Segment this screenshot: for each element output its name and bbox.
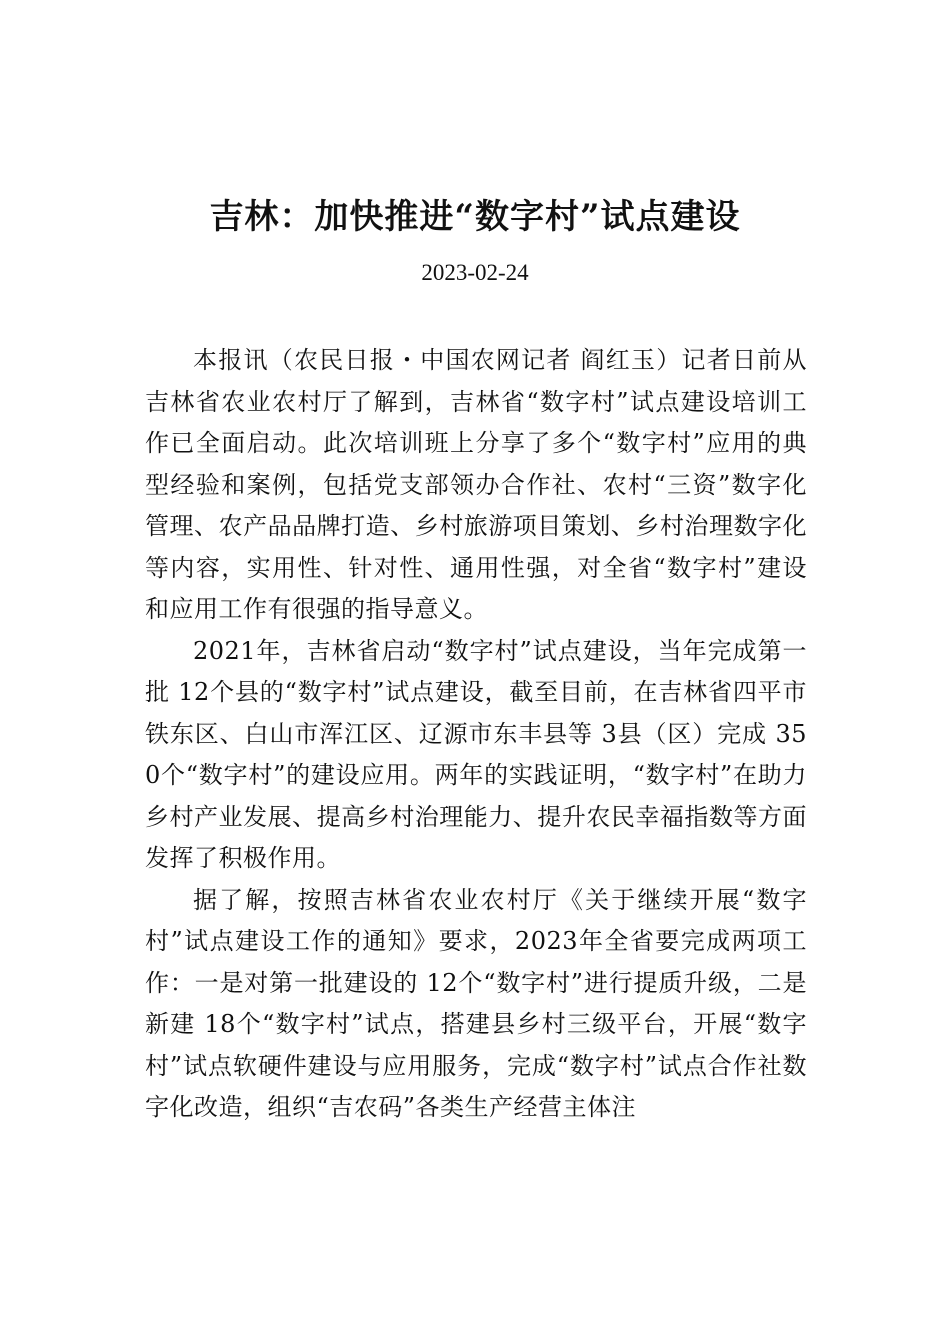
article-title: 吉林：加快推进“数字村”试点建设 <box>209 197 741 237</box>
article-date: 2023-02-24 <box>421 260 529 285</box>
paragraph-2: 2021年，吉林省启动“数字村”试点建设，当年完成第一批 12个县的“数字村”试点建设，截至目前，在吉林省四平市铁东区、白山市浑江区、辽源市东丰县等 3县（区）完成 350个“数字村”的建设应用。两年的实践证明，“数字村”在助力乡村产业发展、提高乡村治理能力、提升农民幸福指数等方面发挥了积极作用。 <box>145 636 807 872</box>
paragraph-3: 据了解，按照吉林省农业农村厅《关于继续开展“数字村”试点建设工作的通知》要求，2023年全省要完成两项工作：一是对第一批建设的 12个“数字村”进行提质升级，二是新建 18个“数字村”试点，搭建县乡村三级平台，开展“数字村”试点软硬件建设与应用服务，完成“数字村”试点合作社数字化改造，组织“吉农码”各类生产经营主体注 <box>145 885 807 1121</box>
paragraph-1: 本报讯（农民日报・中国农网记者 阎红玉）记者日前从吉林省农业农村厅了解到，吉林省“数字村”试点建设培训工作已全面启动。此次培训班上分享了多个“数字村”应用的典型经验和案例，包括党支部领办合作社、农村“三资”数字化管理、农产品品牌打造、乡村旅游项目策划、乡村治理数字化等内容，实用性、针对性、通用性强，对全省“数字村”建设和应用工作有很强的指导意义。 <box>145 346 807 623</box>
article-body <box>145 340 807 1129</box>
